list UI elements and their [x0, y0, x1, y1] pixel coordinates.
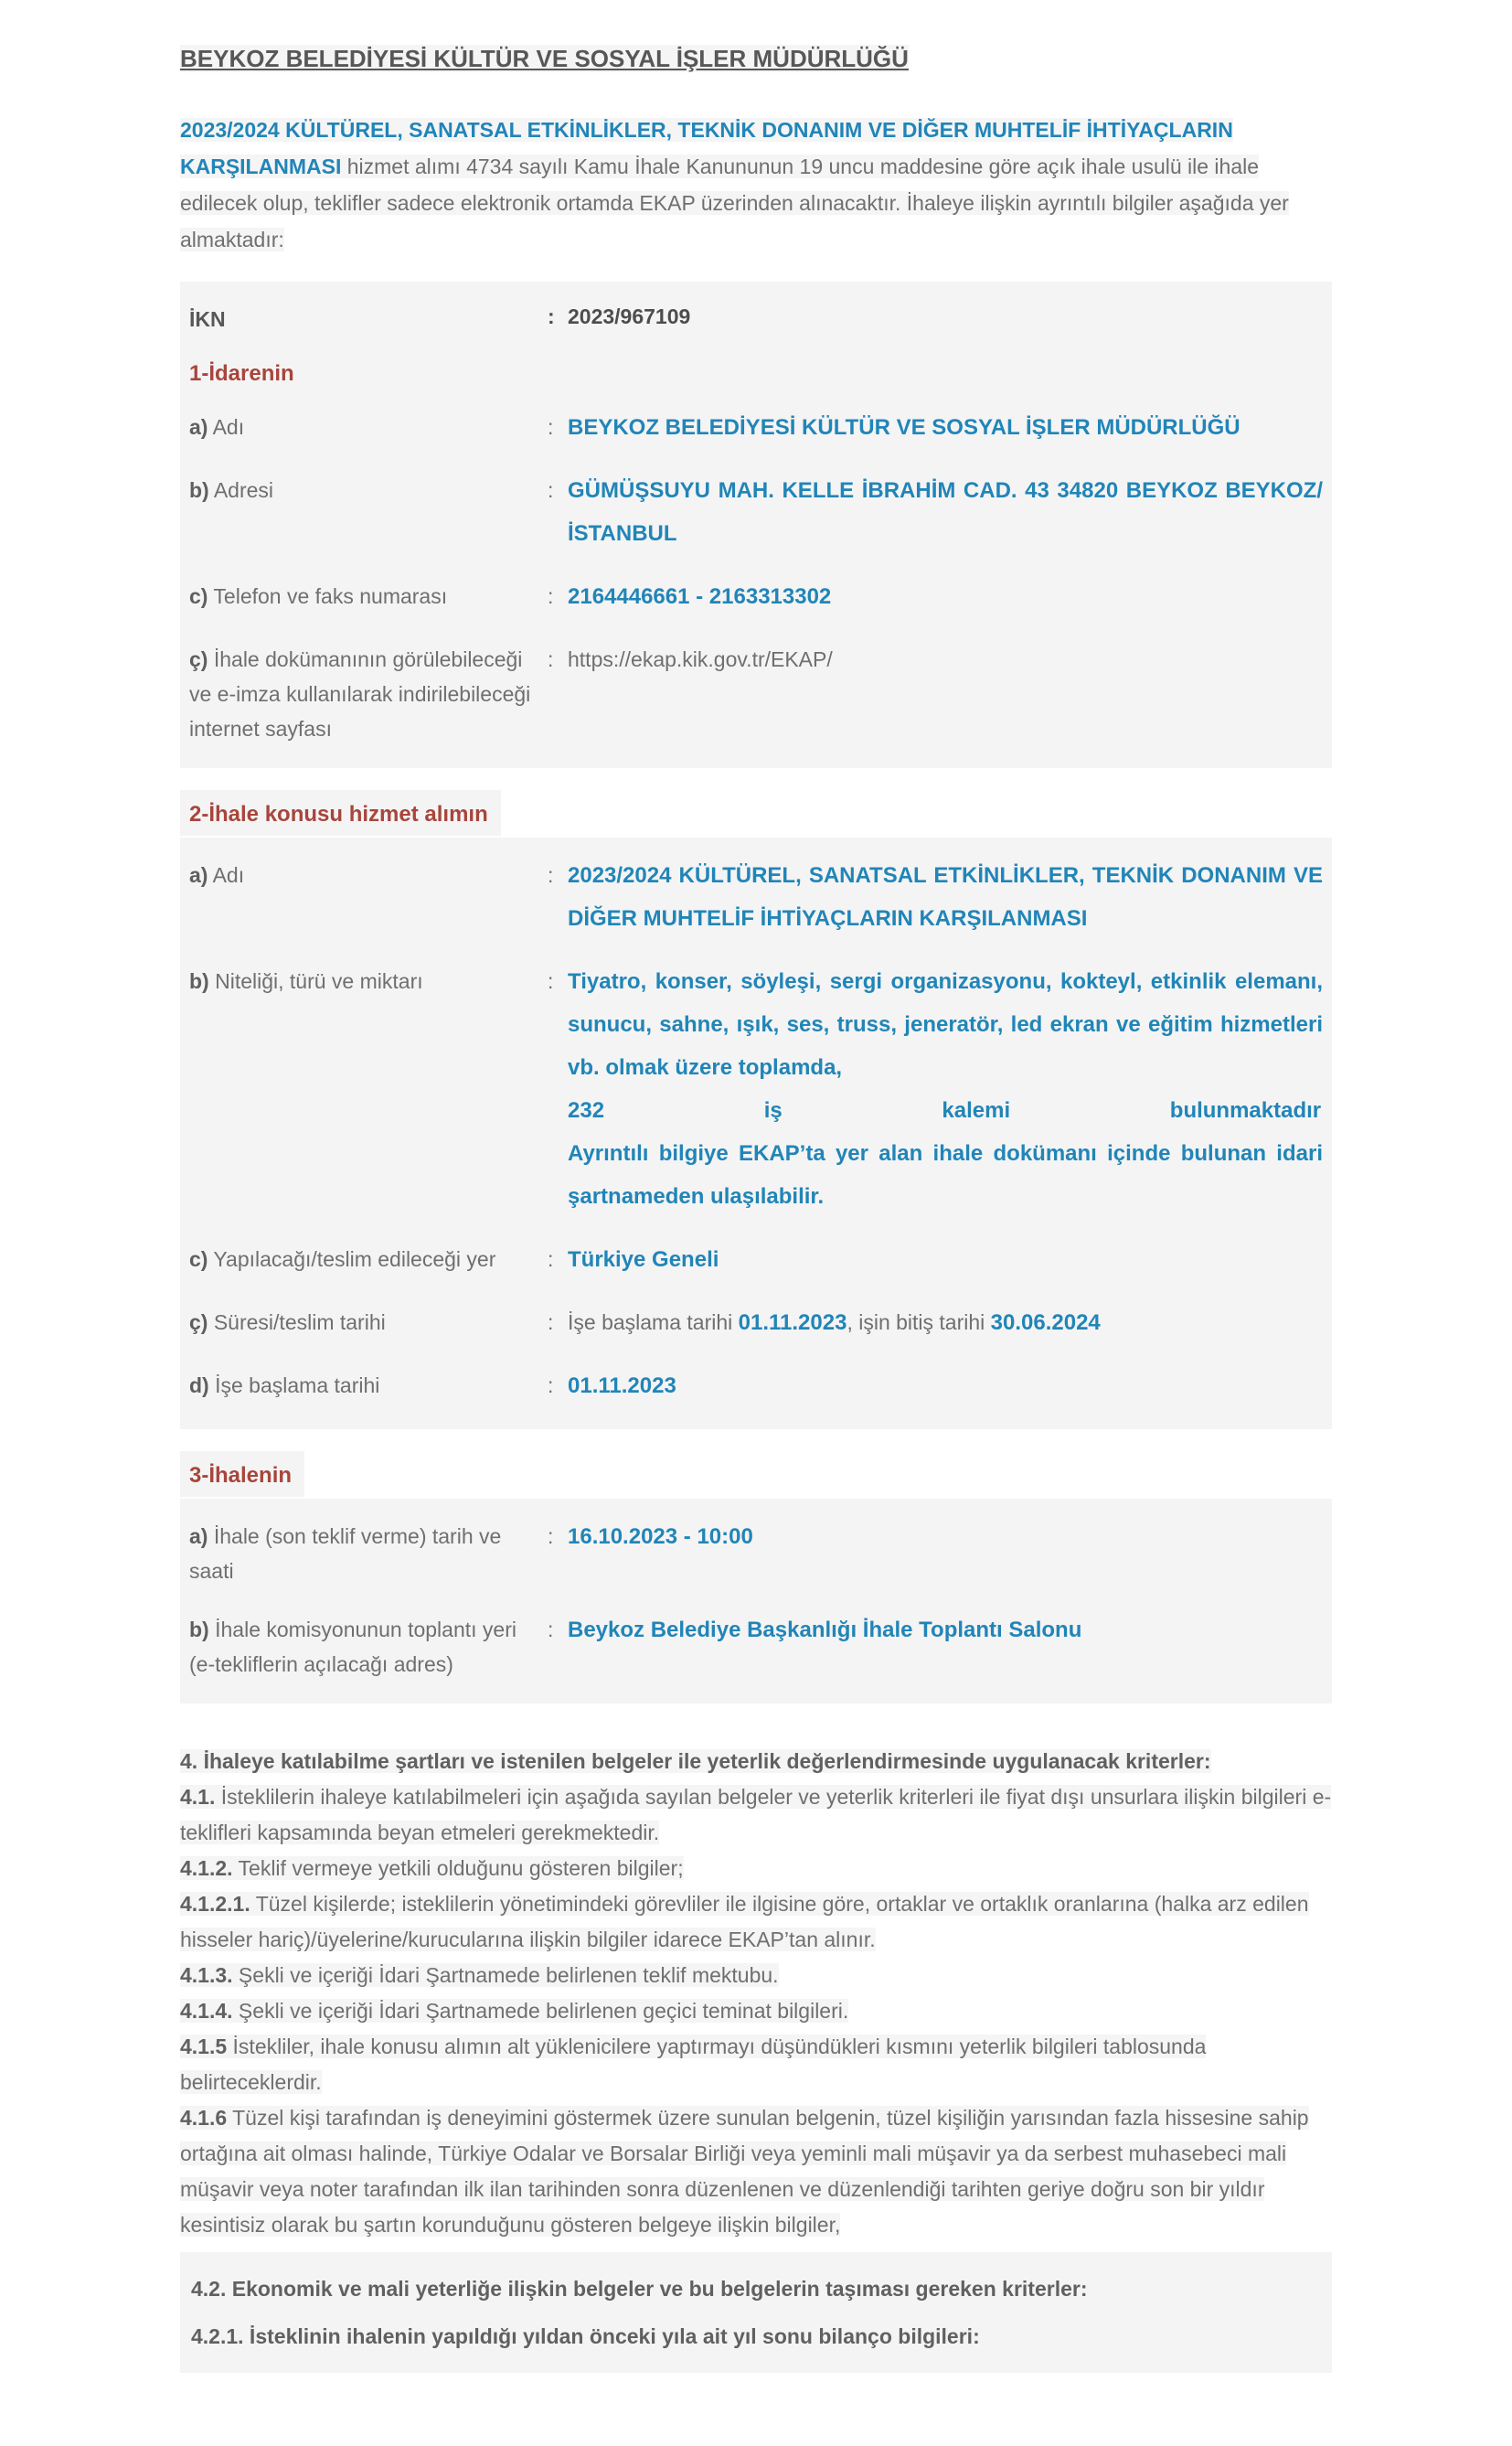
terms-paragraph-number: 4. İhaleye katılabilme şartları ve istenilen belgeler ile yeterlik değerlendirmesinde uygulanacak kriterler:: [180, 1749, 1211, 1773]
row-value: [548, 469, 1323, 555]
terms-paragraph-body: İsteklilerin ihaleye katılabilmeleri için aşağıda sayılan belgeler ve yeterlik kriterleri ile fiyat dışı unsurlara ilişkin bilgileri e-teklifleri kapsamında beyan etmeleri gerekmektedir.: [180, 1785, 1332, 1844]
row-value: [548, 575, 1323, 618]
row-value-text: [568, 1515, 1323, 1558]
tender-info-sections: [180, 282, 1332, 1704]
row-value-segment: 2023/967109: [568, 304, 691, 328]
row-value-segment: 16.10.2023 - 10:00: [568, 1524, 753, 1549]
intro-lead-text: 2023/2024 KÜLTÜREL, SANATSAL ETKİNLİKLER, TEKNİK DONANIM VE DİĞER MUHTELİF İHTİYAÇLARIN KARŞILANMASI: [180, 118, 1233, 178]
row-value: [548, 960, 1323, 1218]
row-value: [548, 638, 1323, 746]
row-colon: :: [548, 415, 554, 439]
row-value-segment: Ayrıntılı bilgiye EKAP’ta yer alan ihale dokümanı içinde bulunan idari şartnameden ulaşılabilir.: [568, 1141, 1323, 1209]
terms-paragraph: [180, 2029, 1332, 2100]
row-value: [548, 1238, 1323, 1281]
row-value-text: [568, 1238, 1323, 1281]
financial-criteria-line: 4.2. Ekonomik ve mali yeterliğe ilişkin belgeler ve bu belgelerin taşıması gereken kriterler:: [191, 2277, 1088, 2301]
row-value-text: [568, 1608, 1323, 1651]
row-colon: :: [548, 1310, 554, 1334]
row-value-segment: 01.11.2023: [568, 1373, 676, 1398]
row-value: [548, 1364, 1323, 1407]
terms-paragraph: [180, 2100, 1332, 2243]
row-colon: :: [548, 1247, 554, 1271]
terms-paragraph-body: Şekli ve içeriği İdari Şartnamede belirlenen teklif mektubu.: [232, 1963, 779, 1987]
row-colon: :: [548, 1524, 554, 1548]
row-key: b): [189, 1618, 209, 1641]
ikn-row: [180, 289, 1332, 347]
row-key: ç): [189, 1310, 208, 1334]
row-value-segment: BEYKOZ BELEDİYESİ KÜLTÜR VE SOSYAL İŞLER MÜDÜRLÜĞÜ: [568, 415, 1240, 440]
intro-body-text: hizmet alımı 4734 sayılı Kamu İhale Kanununun 19 uncu maddesine göre açık ihale usulü ile ihale edilecek olup, teklifler sadece elektronik ortamda EKAP üzerinden alınacaktır. İhaleye ilişkin ayrıntılı bilgiler aşağıda yer almaktadır:: [180, 155, 1289, 251]
terms-paragraph: [180, 1958, 1332, 1993]
terms-paragraph-number: 4.1.6: [180, 2106, 228, 2130]
row-value-text: [568, 1301, 1323, 1344]
row-label: a) Adı: [189, 863, 245, 887]
row-label: b) Niteliği, türü ve miktarı: [189, 969, 423, 993]
row-value-text: [568, 575, 1323, 618]
row-key: d): [189, 1373, 209, 1397]
page-title: [180, 42, 1332, 75]
terms-paragraph-text: [180, 1963, 779, 1987]
row-label: a) Adı: [189, 415, 245, 439]
row-value-text: [568, 406, 1323, 449]
row-value-text: [568, 960, 1323, 1218]
terms-paragraph-body: Tüzel kişi tarafından iş deneyimini göstermek üzere sunulan belgenin, tüzel kişiliğin yarısından fazla hissesine sahip ortağına ait olması halinde, Türkiye Odalar ve Borsalar Birliği veya yeminli mali müşavir ya da serbest muhasebeci mali müşavir veya noter tarafından ilk ilan tarihinden sonra düzenlenen ve düzenlendiği tarihten geriye doğru son bir yıldır kesintisiz olarak bu şartın korunduğunu gösteren belgeye ilişkin bilgiler,: [180, 2106, 1309, 2237]
row-key: İKN: [189, 307, 226, 331]
info-row: [180, 397, 1332, 460]
info-row: [180, 845, 1332, 951]
row-colon: :: [548, 1373, 554, 1397]
terms-paragraphs: [180, 1744, 1332, 2243]
terms-paragraph-body: Tüzel kişilerde; isteklilerin yönetimindeki görevliler ile ilgisine göre, ortaklar ve ortaklık oranlarına (halka arz edilen hisseler hariç)/üyelerine/kurucularına ilişkin bilgiler idarece EKAP’tan alınır.: [180, 1892, 1309, 1951]
row-label: a) İhale (son teklif verme) tarih ve saati: [189, 1524, 502, 1583]
info-row: [180, 1229, 1332, 1292]
row-value-segment: 232 iş kalemi bulunmaktadır: [568, 1098, 1322, 1123]
terms-paragraph: [180, 1851, 1332, 1886]
intro-paragraph: [180, 112, 1332, 258]
row-label: c) Yapılacağı/teslim edileceği yer: [189, 1247, 496, 1271]
row-value: [548, 854, 1323, 940]
section-panel-3: [180, 1499, 1332, 1704]
row-value: [548, 1301, 1323, 1344]
section-heading-strip-3: [180, 1451, 1332, 1497]
row-key: ç): [189, 647, 208, 671]
row-key: c): [189, 1247, 208, 1271]
terms-paragraph-text: [180, 1892, 1309, 1951]
info-row: [180, 1292, 1332, 1355]
terms-paragraph-number: 4.1.2.: [180, 1856, 233, 1880]
row-colon: :: [548, 584, 554, 608]
terms-paragraph: [180, 1886, 1332, 1958]
row-value-text: [568, 854, 1323, 940]
section-panel-2: [180, 838, 1332, 1429]
terms-paragraph: [180, 1779, 1332, 1851]
row-value-segment: 01.11.2023: [738, 1310, 847, 1335]
row-colon: :: [548, 478, 554, 502]
row-value-segment: İşe başlama tarihi: [568, 1310, 739, 1334]
terms-paragraph-text: [180, 2106, 1309, 2237]
row-label: [189, 298, 548, 336]
row-label: d) İşe başlama tarihi: [189, 1373, 380, 1397]
info-row: [180, 460, 1332, 566]
row-value-text: [568, 298, 1323, 335]
row-label: b) Adresi: [189, 478, 274, 502]
terms-paragraph-body: Teklif vermeye yetkili olduğunu gösteren bilgiler;: [232, 1856, 684, 1880]
terms-paragraph: [180, 1993, 1332, 2029]
row-colon: :: [548, 969, 554, 993]
row-colon: :: [548, 1618, 554, 1641]
row-value: [548, 406, 1323, 449]
terms-paragraph-number: 4.1.4.: [180, 1999, 233, 2023]
financial-criteria-line: 4.2.1. İsteklinin ihalenin yapıldığı yıldan önceki yıla ait yıl sonu bilanço bilgileri:: [191, 2324, 980, 2348]
info-row: [180, 566, 1332, 629]
section-heading-strip-2: [180, 790, 1332, 836]
info-row: [180, 1355, 1332, 1418]
section-heading-3: 3-İhalenin: [180, 1451, 304, 1497]
row-key: a): [189, 863, 208, 887]
section-heading-2: 2-İhale konusu hizmet alımın: [180, 790, 501, 836]
intro-text: [180, 118, 1289, 251]
row-colon: :: [548, 647, 554, 671]
row-value-segment: 2164446661 - 2163313302: [568, 584, 832, 609]
row-value: [548, 1608, 1323, 1682]
row-colon: :: [548, 304, 555, 328]
row-value-segment: , işin bitiş tarihi: [847, 1310, 991, 1334]
row-key: a): [189, 415, 208, 439]
terms-paragraph-text: [180, 1785, 1331, 1844]
row-label: b) İhale komisyonunun toplantı yeri (e-tekliflerin açılacağı adres): [189, 1618, 516, 1676]
terms-paragraph-body: İstekliler, ihale konusu alımın alt yüklenicilere yaptırmayı düşündükleri kısmını yeterlik bilgileri tablosunda belirteceklerdir.: [180, 2035, 1207, 2094]
row-value-segment: Beykoz Belediye Başkanlığı İhale Toplantı Salonu: [568, 1618, 1082, 1642]
terms-paragraph-text: [180, 2035, 1206, 2094]
row-value-text: [568, 1364, 1323, 1407]
row-key: b): [189, 478, 209, 502]
page-title-text: BEYKOZ BELEDİYESİ KÜLTÜR VE SOSYAL İŞLER MÜDÜRLÜĞÜ: [180, 45, 909, 72]
row-key: a): [189, 1524, 208, 1548]
info-row: [180, 951, 1332, 1229]
row-value-segment: Türkiye Geneli: [568, 1247, 719, 1272]
row-value-segment: Tiyatro, konser, söyleşi, sergi organizasyonu, kokteyl, etkinlik elemanı, sunucu, sahne, ışık, ses, truss, jeneratör, led ekran ve eğitim hizmetleri vb. olmak üzere toplamda,: [568, 969, 1323, 1080]
terms-paragraph-text: [180, 1856, 684, 1880]
row-value-segment: https://ekap.kik.gov.tr/EKAP/: [568, 647, 833, 671]
row-value-text: [568, 469, 1323, 555]
row-key: b): [189, 969, 209, 993]
terms-paragraph-body: Şekli ve içeriği İdari Şartnamede belirlenen geçici teminat bilgileri.: [232, 1999, 849, 2023]
financial-criteria-block: [180, 2252, 1332, 2373]
row-value-segment: 30.06.2024: [990, 1310, 1101, 1335]
row-value: [548, 1515, 1323, 1588]
terms-paragraph-number: 4.1.3.: [180, 1963, 233, 1987]
row-value-text: [568, 638, 1323, 680]
row-colon: :: [548, 863, 554, 887]
section-panel-1: [180, 282, 1332, 768]
terms-paragraph-number: 4.1.: [180, 1785, 216, 1809]
info-row: [180, 1506, 1332, 1599]
section-heading-1: 1-İdarenin: [189, 361, 294, 386]
terms-paragraph-number: 4.1.2.1.: [180, 1892, 250, 1916]
terms-paragraph-text: [180, 1999, 848, 2023]
terms-paragraph-text: [180, 1749, 1211, 1773]
row-label: ç) Süresi/teslim tarihi: [189, 1310, 386, 1334]
terms-paragraph: [180, 1744, 1332, 1779]
row-label: c) Telefon ve faks numarası: [189, 584, 448, 608]
row-value-segment: 2023/2024 KÜLTÜREL, SANATSAL ETKİNLİKLER, TEKNİK DONANIM VE DİĞER MUHTELİF İHTİYAÇLARIN KARŞILANMASI: [568, 863, 1323, 931]
info-row: [180, 629, 1332, 757]
row-value-segment: GÜMÜŞSUYU MAH. KELLE İBRAHİM CAD. 43 34820 BEYKOZ BEYKOZ/İSTANBUL: [568, 478, 1323, 546]
row-label: ç) İhale dokümanının görülebileceği ve e-imza kullanılarak indirilebileceği internet sayfası: [189, 647, 531, 741]
info-row: [180, 1599, 1332, 1693]
row-key: c): [189, 584, 208, 608]
row-value: [548, 298, 1323, 336]
terms-paragraph-number: 4.1.5: [180, 2035, 228, 2058]
